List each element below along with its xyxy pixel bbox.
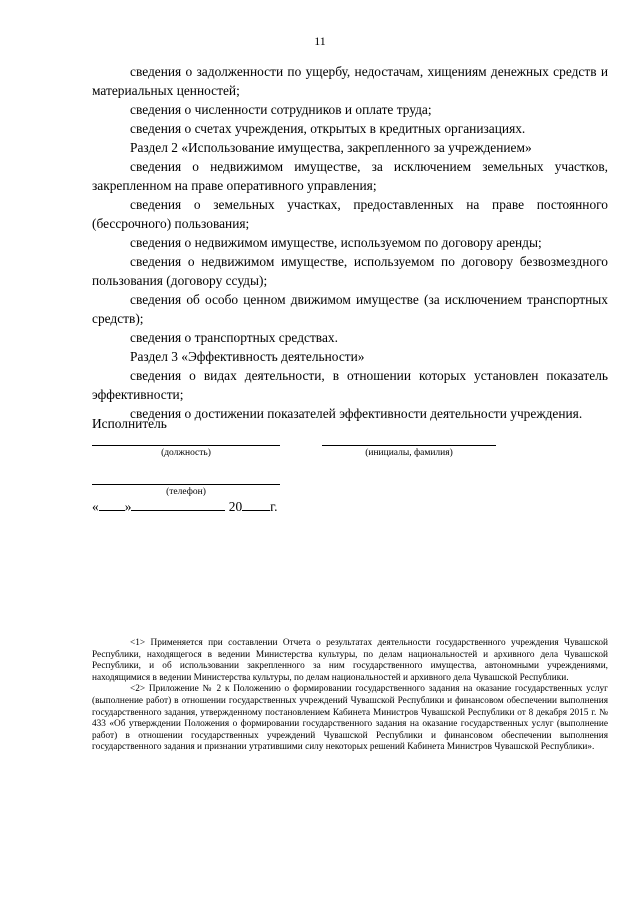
paragraph: сведения о видах деятельности, в отношении которых установлен показатель эффективности; [92,368,608,402]
year-prefix: 20 [228,499,243,514]
phone-caption: (телефон) [166,487,206,497]
paragraph: сведения о численности сотрудников и оплате труда; [130,102,432,117]
position-caption: (должность) [161,448,211,458]
name-line [322,445,496,446]
section-heading: Раздел 3 «Эффективность деятельности» [130,349,365,364]
paragraph: сведения о недвижимом имуществе, используемом по договору безвозмездного пользования (договору ссуды); [92,254,608,288]
footnote: <1> Применяется при составлении Отчета о результатах деятельности государственного учреждения Чувашской Республики, находящегося в ведении Министерства культуры, по делам национальностей и архивного дела Чувашской Республики, и об использовании закрепленного за ним государственного имущества, автономными учреждениями, находящимися в ведении Министерства культуры, по делам национальностей и архивного дела Чувашской Республики. [92,638,608,683]
footnotes [92,638,608,754]
performer-label: Исполнитель [92,416,167,431]
year-blank [242,498,270,511]
name-caption: (инициалы, фамилия) [365,448,453,458]
paragraph: сведения об особо ценном движимом имуществе (за исключением транспортных средств); [92,292,608,326]
month-blank [131,498,225,511]
page-number: 11 [314,34,326,48]
body-text [92,62,608,423]
phone-line [92,484,280,485]
section-heading: Раздел 2 «Использование имущества, закрепленного за учреждением» [130,140,532,155]
paragraph: сведения о недвижимом имуществе, за исключением земельных участков, закрепленном на праве оперативного управления; [92,159,608,193]
date-line [92,498,278,515]
paragraph: сведения о счетах учреждения, открытых в кредитных организациях. [130,121,526,136]
date-open-quote: « [92,499,99,514]
paragraph: сведения о транспортных средствах. [130,330,338,345]
paragraph: сведения о недвижимом имуществе, используемом по договору аренды; [130,235,542,250]
footnote: <2> Приложение № 2 к Положению о формировании государственного задания на оказание государственных услуг (выполнение работ) в отношении государственных учреждений Чувашской Республики и финансовом обеспечении выполнения государственного задания, утвержденному постановлением Кабинета Министров Чувашской Республики от 8 декабря 2015 г. № 433 «Об утверждении Положения о формировании государственного задания на оказание государственных услуг (выполнение работ) в отношении государственных учреждений Чувашской Республики и финансовом обеспечении выполнения государственного задания и признании утратившими силу некоторых решений Кабинета Министров Чувашской Республики». [92,684,608,753]
paragraph: сведения о достижении показателей эффективности деятельности учреждения. [130,406,583,421]
position-line [92,445,280,446]
date-close-quote: » [124,499,132,514]
day-blank [99,498,125,511]
paragraph: сведения о земельных участках, предоставленных на праве постоянного (бессрочного) пользования; [92,197,608,231]
year-suffix: г. [270,499,278,514]
paragraph: сведения о задолженности по ущербу, недостачам, хищениям денежных средств и материальных ценностей; [92,64,608,98]
